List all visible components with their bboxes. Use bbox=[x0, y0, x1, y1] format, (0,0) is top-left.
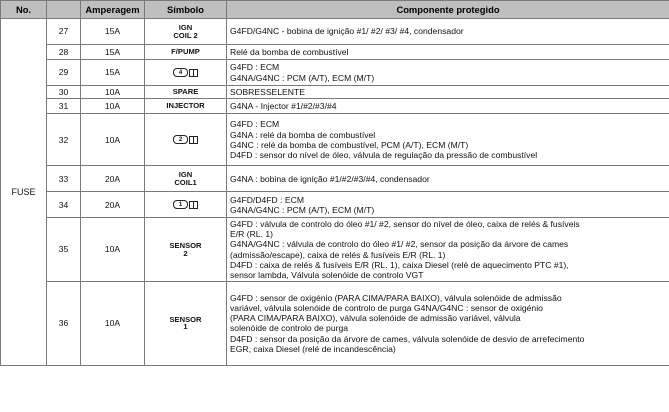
fuse-number: 32 bbox=[47, 114, 81, 166]
table-row bbox=[1, 281, 669, 365]
protected-component: Relé da bomba de combustível bbox=[227, 45, 669, 60]
manual-book-icon bbox=[189, 69, 198, 77]
fuse-symbol bbox=[145, 60, 227, 86]
fuse-symbol-label: SENSOR 2 bbox=[169, 240, 202, 258]
fuse-symbol bbox=[145, 281, 227, 365]
fuse-amperage: 10A bbox=[81, 99, 145, 114]
fuse-amperage: 15A bbox=[81, 45, 145, 60]
fuse-amperage: 10A bbox=[81, 86, 145, 99]
fuse-symbol-label: IGN COIL 2 bbox=[173, 22, 198, 40]
header-component: Componente protegido bbox=[227, 1, 669, 19]
fuse-symbol bbox=[145, 19, 227, 45]
fuse-symbol bbox=[145, 192, 227, 218]
fuse-amperage: 10A bbox=[81, 114, 145, 166]
protected-component: G4FD : válvula de controlo do óleo #1/ #2, sensor do nível de óleo, caixa de relés & fusíveis E/R (RL. 1) G4NA/G4NC : válvula de controlo do óleo #1/ #2, sensor da posição da árvore de cames (admissão/escape), caixa de relés & fusíveis E/R (RL. 1) D4FD : caixa de relés & fusíveis E/R (RL. 1), caixa Diesel (relé de aquecimento PTC #1), sensor lambda, Válvula solenóide de controlo VGT bbox=[227, 218, 669, 282]
fuse-symbol-label: F/PUMP bbox=[171, 47, 200, 57]
protected-component: G4FD : sensor de oxigénio (PARA CIMA/PARA BAIXO), válvula solenóide de admissão variável, válvula solenóide de controlo de purga G4NA/G4NC : sensor de oxigénio (PARA CIMA/PARA BAIXO), válvula solenóide de admissão variável, válvula solenóide de controlo de purga D4FD : sensor da posição da árvore de cames, válvula solenóide de desvio de arrefecimento EGR, caixa Diesel (relé de incandescência) bbox=[227, 281, 669, 365]
manual-book-icon bbox=[189, 201, 198, 209]
protected-component: G4NA - Injector #1/#2/#3/#4 bbox=[227, 99, 669, 114]
table-row bbox=[1, 60, 669, 86]
fuse-table-body bbox=[1, 19, 669, 366]
fuse-symbol bbox=[145, 218, 227, 282]
fuse-symbol-label: SENSOR 1 bbox=[169, 314, 202, 332]
table-row bbox=[1, 218, 669, 282]
fuse-symbol-label: INJECTOR bbox=[166, 101, 205, 111]
fuse-symbol-label: IGN COIL1 bbox=[174, 169, 197, 187]
fuse-number: 29 bbox=[47, 60, 81, 86]
fuse-number: 35 bbox=[47, 218, 81, 282]
table-row bbox=[1, 99, 669, 114]
table-row bbox=[1, 86, 669, 99]
fuse-number: 36 bbox=[47, 281, 81, 365]
header-no: No. bbox=[1, 1, 47, 19]
fuse-amperage: 20A bbox=[81, 192, 145, 218]
fuse-symbol bbox=[145, 114, 227, 166]
table-row bbox=[1, 19, 669, 45]
fuse-icon-number: 1 bbox=[173, 200, 188, 209]
protected-component: SOBRESSELENTE bbox=[227, 86, 669, 99]
table-row bbox=[1, 166, 669, 192]
fuse-amperage: 10A bbox=[81, 281, 145, 365]
fuse-number: 31 bbox=[47, 99, 81, 114]
ecu-fuse-icon bbox=[173, 135, 198, 144]
header-symbol: Símbolo bbox=[145, 1, 227, 19]
fuse-amperage: 10A bbox=[81, 218, 145, 282]
header-amp: Amperagem bbox=[81, 1, 145, 19]
protected-component: G4FD/D4FD : ECM G4NA/G4NC : PCM (A/T), ECM (M/T) bbox=[227, 192, 669, 218]
protected-component: G4FD : ECM G4NA : relé da bomba de combustível G4NC : relé da bomba de combustível, PCM (A/T), ECM (M/T) D4FD : sensor do nível de óleo, válvula de regulação da pressão de combustível bbox=[227, 114, 669, 166]
header-row bbox=[1, 1, 669, 19]
fuse-symbol-label: SPARE bbox=[172, 87, 199, 97]
protected-component: G4NA : bobina de ignição #1/#2/#3/#4, condensador bbox=[227, 166, 669, 192]
fuse-icon-number: 4 bbox=[173, 68, 188, 77]
fuse-number: 28 bbox=[47, 45, 81, 60]
fuse-symbol bbox=[145, 166, 227, 192]
ecu-fuse-icon bbox=[173, 200, 198, 209]
fuse-symbol bbox=[145, 45, 227, 60]
header-spacer bbox=[47, 1, 81, 19]
fuse-number: 30 bbox=[47, 86, 81, 99]
fuse-icon-number: 2 bbox=[173, 135, 188, 144]
fuse-amperage: 15A bbox=[81, 19, 145, 45]
protected-component: G4FD : ECM G4NA/G4NC : PCM (A/T), ECM (M/T) bbox=[227, 60, 669, 86]
protected-component: G4FD/G4NC - bobina de ignição #1/ #2/ #3/ #4, condensador bbox=[227, 19, 669, 45]
fuse-amperage: 20A bbox=[81, 166, 145, 192]
fuse-number: 34 bbox=[47, 192, 81, 218]
fuse-symbol bbox=[145, 86, 227, 99]
table-row bbox=[1, 114, 669, 166]
table-row bbox=[1, 192, 669, 218]
manual-book-icon bbox=[189, 136, 198, 144]
table-row bbox=[1, 45, 669, 60]
fuse-group-label: FUSE bbox=[1, 19, 47, 366]
fuse-symbol bbox=[145, 99, 227, 114]
fuse-amperage: 15A bbox=[81, 60, 145, 86]
ecu-fuse-icon bbox=[173, 68, 198, 77]
fuse-number: 27 bbox=[47, 19, 81, 45]
fuse-number: 33 bbox=[47, 166, 81, 192]
